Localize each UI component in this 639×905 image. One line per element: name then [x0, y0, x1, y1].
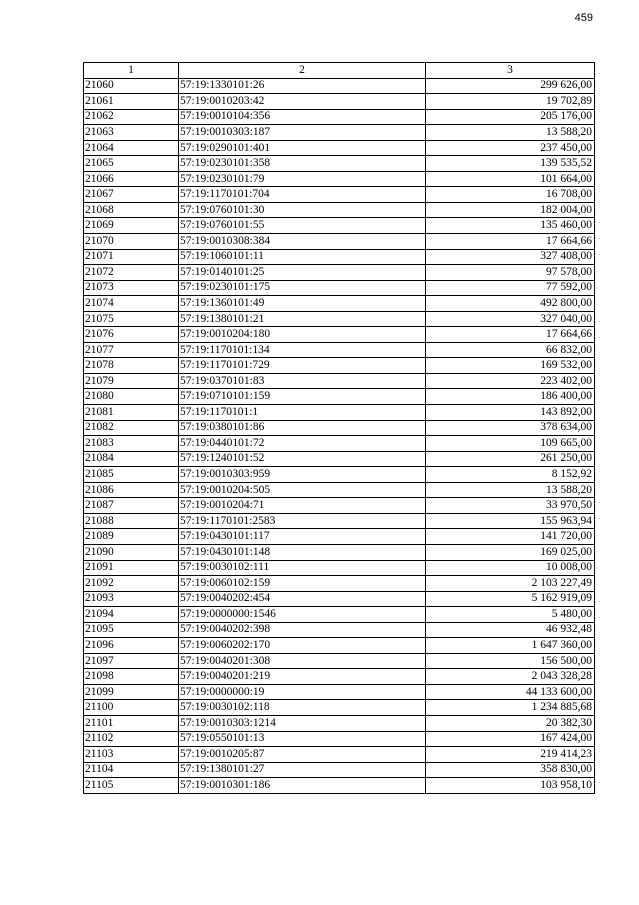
row-number-cell: 21085 [84, 467, 179, 483]
cadastral-value-cell: 16 708,00 [426, 187, 595, 203]
cadastral-number-cell: 57:19:0430101:148 [179, 544, 426, 560]
table-row [84, 405, 595, 421]
column-header-1: 1 [84, 63, 179, 79]
table-row [84, 156, 595, 172]
cadastral-value-cell: 139 535,52 [426, 156, 595, 172]
table-row [84, 482, 595, 498]
cadastral-value-cell: 219 414,23 [426, 747, 595, 763]
row-number-cell: 21071 [84, 249, 179, 265]
table-row [84, 607, 595, 623]
table-row [84, 78, 595, 94]
column-header-2: 2 [179, 63, 426, 79]
row-number-cell: 21064 [84, 140, 179, 156]
cadastral-value-cell: 155 963,94 [426, 513, 595, 529]
cadastral-value-cell: 237 450,00 [426, 140, 595, 156]
cadastral-value-cell: 2 043 328,28 [426, 669, 595, 685]
cadastral-value-cell: 46 932,48 [426, 622, 595, 638]
row-number-cell: 21065 [84, 156, 179, 172]
row-number-cell: 21089 [84, 529, 179, 545]
table-row [84, 653, 595, 669]
cadastral-value-cell: 182 004,00 [426, 202, 595, 218]
cadastral-value-cell: 169 532,00 [426, 358, 595, 374]
table-body [84, 78, 595, 793]
cadastral-value-cell: 20 382,30 [426, 715, 595, 731]
row-number-cell: 21102 [84, 731, 179, 747]
table-row [84, 373, 595, 389]
cadastral-number-cell: 57:19:0710101:159 [179, 389, 426, 405]
cadastral-value-cell: 167 424,00 [426, 731, 595, 747]
row-number-cell: 21061 [84, 94, 179, 110]
cadastral-value-cell: 17 664,66 [426, 327, 595, 343]
cadastral-value-cell: 1 647 360,00 [426, 638, 595, 654]
row-number-cell: 21078 [84, 358, 179, 374]
table-row [84, 762, 595, 778]
cadastral-value-cell: 1 234 885,68 [426, 700, 595, 716]
cadastral-number-cell: 57:19:0230101:175 [179, 280, 426, 296]
cadastral-number-cell: 57:19:0000000:19 [179, 684, 426, 700]
cadastral-number-cell: 57:19:1330101:26 [179, 78, 426, 94]
cadastral-value-cell: 101 664,00 [426, 171, 595, 187]
cadastral-value-cell: 33 970,50 [426, 498, 595, 514]
row-number-cell: 21086 [84, 482, 179, 498]
cadastral-number-cell: 57:19:0230101:79 [179, 171, 426, 187]
cadastral-value-cell: 169 025,00 [426, 544, 595, 560]
cadastral-number-cell: 57:19:0000000:1546 [179, 607, 426, 623]
cadastral-number-cell: 57:19:0440101:72 [179, 436, 426, 452]
row-number-cell: 21066 [84, 171, 179, 187]
cadastral-value-cell: 327 408,00 [426, 249, 595, 265]
cadastral-value-cell: 378 634,00 [426, 420, 595, 436]
table-row [84, 249, 595, 265]
table-row [84, 622, 595, 638]
cadastral-number-cell: 57:19:0030102:111 [179, 560, 426, 576]
row-number-cell: 21103 [84, 747, 179, 763]
cadastral-value-cell: 103 958,10 [426, 778, 595, 794]
table-row [84, 715, 595, 731]
cadastral-number-cell: 57:19:1060101:11 [179, 249, 426, 265]
table-row [84, 669, 595, 685]
cadastral-value-cell: 492 800,00 [426, 296, 595, 312]
cadastral-value-cell: 186 400,00 [426, 389, 595, 405]
row-number-cell: 21077 [84, 342, 179, 358]
cadastral-number-cell: 57:19:0010301:186 [179, 778, 426, 794]
cadastral-value-table [83, 62, 595, 794]
table-row [84, 234, 595, 250]
row-number-cell: 21063 [84, 125, 179, 141]
cadastral-value-cell: 17 664,66 [426, 234, 595, 250]
cadastral-number-cell: 57:19:0010303:1214 [179, 715, 426, 731]
table-row [84, 218, 595, 234]
cadastral-number-cell: 57:19:1170101:704 [179, 187, 426, 203]
table-row [84, 125, 595, 141]
cadastral-value-cell: 5 480,00 [426, 607, 595, 623]
cadastral-number-cell: 57:19:0370101:83 [179, 373, 426, 389]
cadastral-value-cell: 13 588,20 [426, 482, 595, 498]
cadastral-number-cell: 57:19:1170101:1 [179, 405, 426, 421]
column-header-3: 3 [426, 63, 595, 79]
row-number-cell: 21098 [84, 669, 179, 685]
cadastral-number-cell: 57:19:0140101:25 [179, 265, 426, 281]
cadastral-value-cell: 19 702,89 [426, 94, 595, 110]
table-row [84, 296, 595, 312]
row-number-cell: 21084 [84, 451, 179, 467]
cadastral-value-cell: 2 103 227,49 [426, 576, 595, 592]
cadastral-value-cell: 205 176,00 [426, 109, 595, 125]
row-number-cell: 21087 [84, 498, 179, 514]
cadastral-number-cell: 57:19:0760101:55 [179, 218, 426, 234]
row-number-cell: 21081 [84, 405, 179, 421]
table-row [84, 778, 595, 794]
row-number-cell: 21091 [84, 560, 179, 576]
cadastral-value-cell: 143 892,00 [426, 405, 595, 421]
table-row [84, 327, 595, 343]
row-number-cell: 21068 [84, 202, 179, 218]
cadastral-number-cell: 57:19:0430101:117 [179, 529, 426, 545]
cadastral-number-cell: 57:19:0230101:358 [179, 156, 426, 172]
row-number-cell: 21075 [84, 311, 179, 327]
table-row [84, 358, 595, 374]
cadastral-value-cell: 5 162 919,09 [426, 591, 595, 607]
table-row [84, 94, 595, 110]
table-row [84, 513, 595, 529]
table-row [84, 638, 595, 654]
cadastral-value-cell: 109 665,00 [426, 436, 595, 452]
cadastral-value-cell: 327 040,00 [426, 311, 595, 327]
cadastral-number-cell: 57:19:0010204:505 [179, 482, 426, 498]
table-row [84, 171, 595, 187]
cadastral-value-cell: 10 008,00 [426, 560, 595, 576]
cadastral-number-cell: 57:19:0380101:86 [179, 420, 426, 436]
row-number-cell: 21069 [84, 218, 179, 234]
table-row [84, 342, 595, 358]
cadastral-number-cell: 57:19:0010205:87 [179, 747, 426, 763]
cadastral-number-cell: 57:19:0060202:170 [179, 638, 426, 654]
row-number-cell: 21095 [84, 622, 179, 638]
row-number-cell: 21060 [84, 78, 179, 94]
cadastral-number-cell: 57:19:0040202:454 [179, 591, 426, 607]
cadastral-value-cell: 223 402,00 [426, 373, 595, 389]
row-number-cell: 21070 [84, 234, 179, 250]
table-row [84, 451, 595, 467]
row-number-cell: 21105 [84, 778, 179, 794]
cadastral-number-cell: 57:19:0010303:959 [179, 467, 426, 483]
page-number: 459 [574, 12, 593, 24]
table-row [84, 529, 595, 545]
table-row [84, 202, 595, 218]
table-row [84, 109, 595, 125]
cadastral-number-cell: 57:19:0010303:187 [179, 125, 426, 141]
table-row [84, 700, 595, 716]
cadastral-number-cell: 57:19:0290101:401 [179, 140, 426, 156]
row-number-cell: 21100 [84, 700, 179, 716]
cadastral-value-cell: 13 588,20 [426, 125, 595, 141]
cadastral-number-cell: 57:19:1170101:729 [179, 358, 426, 374]
row-number-cell: 21096 [84, 638, 179, 654]
row-number-cell: 21074 [84, 296, 179, 312]
row-number-cell: 21088 [84, 513, 179, 529]
cadastral-value-cell: 358 830,00 [426, 762, 595, 778]
cadastral-number-cell: 57:19:1170101:2583 [179, 513, 426, 529]
table-row [84, 436, 595, 452]
row-number-cell: 21094 [84, 607, 179, 623]
cadastral-number-cell: 57:19:0010204:71 [179, 498, 426, 514]
cadastral-number-cell: 57:19:0760101:30 [179, 202, 426, 218]
cadastral-number-cell: 57:19:0040201:308 [179, 653, 426, 669]
cadastral-number-cell: 57:19:0040202:398 [179, 622, 426, 638]
cadastral-number-cell: 57:19:1380101:21 [179, 311, 426, 327]
cadastral-number-cell: 57:19:0040201:219 [179, 669, 426, 685]
table-header [84, 63, 595, 79]
row-number-cell: 21080 [84, 389, 179, 405]
row-number-cell: 21099 [84, 684, 179, 700]
row-number-cell: 21079 [84, 373, 179, 389]
cadastral-value-cell: 66 832,00 [426, 342, 595, 358]
table-row [84, 560, 595, 576]
cadastral-number-cell: 57:19:0030102:118 [179, 700, 426, 716]
cadastral-value-cell: 141 720,00 [426, 529, 595, 545]
row-number-cell: 21097 [84, 653, 179, 669]
cadastral-number-cell: 57:19:0060102:159 [179, 576, 426, 592]
row-number-cell: 21090 [84, 544, 179, 560]
cadastral-value-cell: 299 626,00 [426, 78, 595, 94]
table-row [84, 187, 595, 203]
row-number-cell: 21104 [84, 762, 179, 778]
table-row [84, 389, 595, 405]
table-row [84, 544, 595, 560]
table-row [84, 576, 595, 592]
cadastral-number-cell: 57:19:0550101:13 [179, 731, 426, 747]
row-number-cell: 21062 [84, 109, 179, 125]
table-row [84, 420, 595, 436]
table-row [84, 280, 595, 296]
cadastral-value-cell: 135 460,00 [426, 218, 595, 234]
table-row [84, 498, 595, 514]
table-row [84, 467, 595, 483]
cadastral-number-cell: 57:19:0010203:42 [179, 94, 426, 110]
cadastral-number-cell: 57:19:0010204:180 [179, 327, 426, 343]
cadastral-value-cell: 97 578,00 [426, 265, 595, 281]
cadastral-value-cell: 156 500,00 [426, 653, 595, 669]
row-number-cell: 21082 [84, 420, 179, 436]
header-row [84, 63, 595, 79]
cadastral-value-cell: 261 250,00 [426, 451, 595, 467]
cadastral-value-cell: 77 592,00 [426, 280, 595, 296]
row-number-cell: 21076 [84, 327, 179, 343]
table-row [84, 747, 595, 763]
row-number-cell: 21072 [84, 265, 179, 281]
cadastral-value-cell: 8 152,92 [426, 467, 595, 483]
table-row [84, 265, 595, 281]
cadastral-number-cell: 57:19:0010308:384 [179, 234, 426, 250]
row-number-cell: 21093 [84, 591, 179, 607]
row-number-cell: 21083 [84, 436, 179, 452]
row-number-cell: 21073 [84, 280, 179, 296]
table-row [84, 311, 595, 327]
table-row [84, 731, 595, 747]
row-number-cell: 21101 [84, 715, 179, 731]
row-number-cell: 21092 [84, 576, 179, 592]
cadastral-number-cell: 57:19:1380101:27 [179, 762, 426, 778]
table-row [84, 591, 595, 607]
cadastral-value-cell: 44 133 600,00 [426, 684, 595, 700]
table-row [84, 140, 595, 156]
cadastral-number-cell: 57:19:1170101:134 [179, 342, 426, 358]
cadastral-number-cell: 57:19:1360101:49 [179, 296, 426, 312]
cadastral-number-cell: 57:19:1240101:52 [179, 451, 426, 467]
row-number-cell: 21067 [84, 187, 179, 203]
cadastral-number-cell: 57:19:0010104:356 [179, 109, 426, 125]
table-row [84, 684, 595, 700]
